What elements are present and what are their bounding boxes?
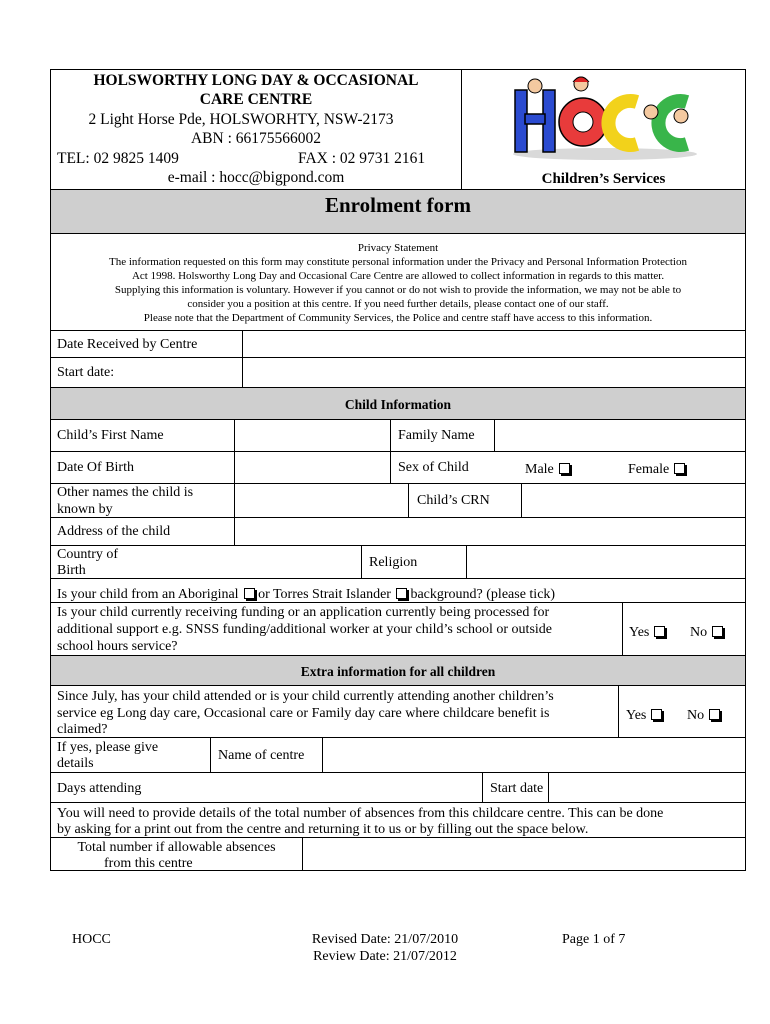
privacy-line: Supplying this information is voluntary. However if you cannot or do not wish to provide the information, we may not be able to xyxy=(114,284,682,296)
centre-tel: TEL: 02 9825 1409 xyxy=(57,150,179,167)
extra-info-heading: Extra information for all children xyxy=(300,664,496,679)
attend-question-line3: claimed? xyxy=(57,722,108,737)
country-label-line1: Country of xyxy=(57,547,119,562)
other-names-label-line1: Other names the child is xyxy=(57,485,194,500)
male-option[interactable] xyxy=(525,461,570,478)
background-text: background? (please tick) xyxy=(410,587,556,602)
hocc-logo xyxy=(505,72,705,167)
attend-no-label: No xyxy=(687,708,705,723)
attend-yes-option[interactable] xyxy=(626,707,662,724)
privacy-line: Act 1998. Holsworthy Long Day and Occasional Care Centre are allowed to collect information in regards to this matter. xyxy=(131,270,665,282)
days-attending-label: Days attending xyxy=(57,781,142,796)
privacy-line: The information requested on this form may constitute personal information under the Privacy and Personal Information Protection xyxy=(109,256,687,268)
family-name-field[interactable] xyxy=(495,420,745,451)
aboriginal-text: Is your child from an Aboriginal xyxy=(57,587,239,602)
privacy-title: Privacy Statement xyxy=(357,242,439,254)
childrens-services-label: Children’s Services xyxy=(541,171,666,187)
torres-strait-checkbox[interactable] xyxy=(396,588,407,599)
dob-label: Date Of Birth xyxy=(57,460,134,475)
form-title: Enrolment form xyxy=(324,193,471,217)
religion-label: Religion xyxy=(369,555,418,570)
logo-text: HOCC xyxy=(603,165,607,166)
attend-yes-label: Yes xyxy=(626,708,647,723)
centre-abn: ABN : 66175566002 xyxy=(190,130,322,147)
date-received-label: Date Received by Centre xyxy=(57,337,198,352)
male-checkbox[interactable] xyxy=(559,463,570,474)
attend-no-option[interactable] xyxy=(687,707,720,724)
funding-yes-checkbox[interactable] xyxy=(654,626,665,637)
total-absences-label-line2: from this centre xyxy=(104,856,193,871)
footer-review-date: Review Date: 21/07/2012 xyxy=(313,949,457,964)
total-absences-label-line1: Total number if allowable absences xyxy=(77,840,276,855)
centre-name-label: Name of centre xyxy=(218,748,305,763)
centre-fax: FAX : 02 9731 2161 xyxy=(298,150,426,167)
torres-strait-text: or Torres Strait Islander xyxy=(258,587,391,602)
date-received-field[interactable] xyxy=(243,331,745,357)
attend-question-line1: Since July, has your child attended or is your child currently attending another children’s xyxy=(57,689,554,704)
family-name-label: Family Name xyxy=(398,428,475,443)
admin-start-date-label: Start date: xyxy=(57,365,115,380)
funding-no-option[interactable] xyxy=(690,624,723,641)
funding-yes-option[interactable] xyxy=(629,624,665,641)
attend-no-checkbox[interactable] xyxy=(709,709,720,720)
female-option[interactable] xyxy=(628,461,685,478)
attend-question-line2: service eg Long day care, Occasional care or Family day care where childcare benefit is xyxy=(57,706,550,721)
child-info-heading: Child Information xyxy=(344,397,452,412)
footer-hocc: HOCC xyxy=(72,932,111,947)
aboriginal-checkbox[interactable] xyxy=(244,588,255,599)
crn-label: Child’s CRN xyxy=(417,493,490,508)
funding-question-line1: Is your child currently receiving funding or an application currently being processed for xyxy=(57,605,550,620)
funding-question-line2: additional support e.g. SNSS funding/additional worker at your child’s school or outside xyxy=(57,622,552,637)
child-address-field[interactable] xyxy=(235,518,745,545)
first-name-label: Child’s First Name xyxy=(57,428,164,443)
footer-revised-date: Revised Date: 21/07/2010 xyxy=(311,932,459,947)
attend-yes-checkbox[interactable] xyxy=(651,709,662,720)
female-checkbox[interactable] xyxy=(674,463,685,474)
aboriginal-question xyxy=(57,586,555,603)
religion-field[interactable] xyxy=(467,546,745,578)
country-label-line2: Birth xyxy=(57,563,86,578)
days-attending-field[interactable] xyxy=(200,773,482,802)
centre-name-line2: CARE CENTRE xyxy=(199,91,313,108)
centre-email: e-mail : hocc@bigpond.com xyxy=(167,169,345,186)
if-yes-label-line2: details xyxy=(57,756,94,771)
dob-field[interactable] xyxy=(235,452,390,483)
other-names-field[interactable] xyxy=(235,484,408,517)
funding-yes-label: Yes xyxy=(629,625,650,640)
total-absences-field[interactable] xyxy=(303,838,745,870)
centre-name-line1: HOLSWORTHY LONG DAY & OCCASIONAL xyxy=(93,72,419,89)
female-label: Female xyxy=(628,462,670,477)
privacy-line: Please note that the Department of Community Services, the Police and centre staff have access to this information. xyxy=(143,312,653,324)
male-label: Male xyxy=(525,462,554,477)
centre-address: 2 Light Horse Pde, HOLSWORHTY, NSW-2173 xyxy=(88,111,394,128)
privacy-line: consider you a position at this centre. If you need further details, please contact one of our staff. xyxy=(187,298,609,310)
crn-field[interactable] xyxy=(522,484,745,517)
funding-question-line3: school hours service? xyxy=(57,639,178,654)
sex-label: Sex of Child xyxy=(398,460,469,475)
absences-note-line1: You will need to provide details of the total number of absences from this childcare centre. This can be done xyxy=(57,806,664,821)
centre-name-field[interactable] xyxy=(323,738,745,772)
child-address-label: Address of the child xyxy=(57,524,171,539)
extra-start-date-field[interactable] xyxy=(549,773,745,802)
absences-note-line2: by asking for a print out from the centre and returning it to us or by filling out the space below. xyxy=(57,822,589,837)
other-names-label-line2: known by xyxy=(57,502,113,517)
funding-no-checkbox[interactable] xyxy=(712,626,723,637)
footer-page-number: Page 1 of 7 xyxy=(562,932,626,947)
extra-start-date-label: Start date xyxy=(490,781,544,796)
if-yes-label-line1: If yes, please give xyxy=(57,740,159,755)
funding-no-label: No xyxy=(690,625,708,640)
admin-start-date-field[interactable] xyxy=(243,358,745,387)
country-field[interactable] xyxy=(160,546,361,578)
first-name-field[interactable] xyxy=(235,420,390,451)
